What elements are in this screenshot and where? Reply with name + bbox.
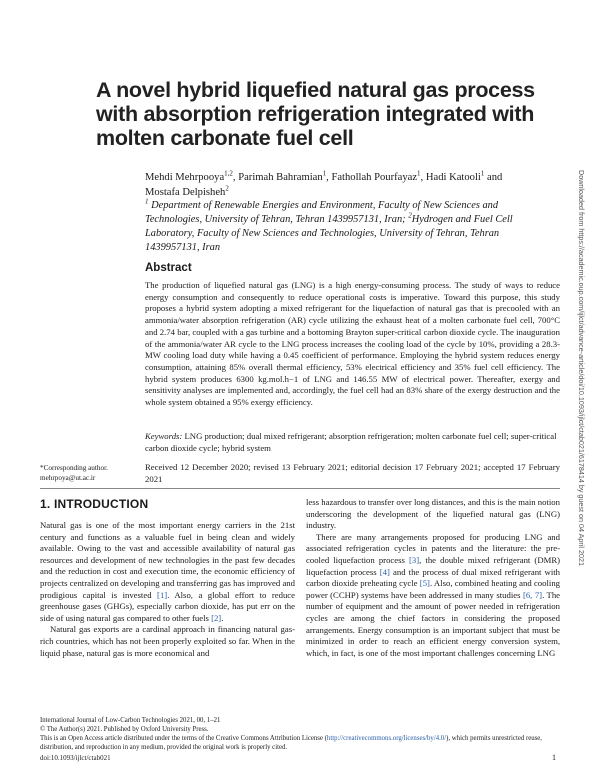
citation-link[interactable]: [3] — [409, 554, 420, 565]
keywords-label: Keywords: — [145, 431, 183, 441]
keywords — [145, 431, 560, 454]
download-watermark: Downloaded from https://academic.oup.com/ijlct/advance-article/doi/10.1093/ijlct/ctab021/6178414 by guest on 04 April 2021 — [577, 170, 586, 566]
paragraph: Natural gas exports are a cardinal approach in financing natural gas-rich countries, which has not been properly exploited so far. When in the liquid phase, natural gas is more economical and — [40, 624, 295, 658]
corresponding-email[interactable]: mehrpoya@ut.ac.ir — [40, 474, 96, 482]
paragraph-text: . The number of equipment and the amount of power needed in refrigeration cycles are among the chief factors in considering the proposed arrangements. Energy consumption is an important subject that must be minimized in order to reach an efficient energy conversion system, which, in fact, is one of the most important challenges concerning LNG — [306, 589, 561, 658]
paper-title: A novel hybrid liquefied natural gas process with absorption refrigeration integrated with molten carbonate fuel cell — [96, 78, 535, 150]
license-text: This is an Open Access article distributed under the terms of the Creative Commons Attribution License ( — [40, 735, 327, 742]
paragraph-text: . — [221, 612, 224, 623]
copyright: © The Author(s) 2021. Published by Oxford University Press. — [40, 726, 209, 733]
license-link[interactable]: http://creativecommons.org/licenses/by/4.0/ — [326, 735, 447, 742]
citation-link[interactable]: [5] — [419, 578, 430, 589]
paragraph-text: Natural gas is one of the most important energy carriers in the 21st century and functions as a valuable fuel in being clean and widely available. Owing to the vast and accessible availability of natural gas resources and development of new technologies in the past few decades and the reduction in cost and execution time, the economic efficiency of projects centralized on developing and transferring gas has improved and prodigious capital is invested — [40, 520, 295, 600]
author-name[interactable]: Fathollah Pourfayaz — [331, 172, 418, 183]
section-heading: 1. INTRODUCTION — [40, 497, 149, 511]
left-column — [40, 520, 295, 659]
author-name[interactable]: Hadi Katooli — [425, 172, 481, 183]
author-name[interactable]: Mehdi Mehrpooya — [145, 172, 225, 183]
abstract-text: The production of liquefied natural gas (LNG) is a high energy-consuming process. The study of ways to reduce energy consumption and consequently to reduce operational costs is imperative. Toward this purpose, this study proposes a hybrid system adopting a mixed refrigerant for the liquefaction of natural gas that is precooled with an ammonia/water absorption refrigeration (AR) cycle utilizing the exhaust heat of a molten carbonate fuel cell, 700°C and 2.74 bar, coupled with a gas turbine and a bottoming Brayton super-critical carbon dioxide cycle. The inauguration of the ammonia/water AR cycle to the LNG process increases the cooling load of the cycle by 10%, providing a 28.3-MW cooling load duty while having a 0.45 coefficient of performance. Employing the hybrid system reduces energy consumption, attaining 85% overall thermal efficiency, 53% electrical efficiency and 35% fuel cell efficiency. The hybrid system produces 6300 kg.mol.h−1 of LNG and 146.55 MW of electrical power. Thereafter, exergy and sensitivity analyses are implemented and, accordingly, the fuel cell had an 83% share of the exergy destruction and the whole system obtained a 95% exergy efficiency. — [145, 280, 560, 408]
citation-link[interactable]: [2] — [211, 612, 222, 623]
affil-sup: 1 — [145, 197, 149, 206]
page-number: 1 — [552, 753, 556, 762]
author-affil-sup: 2 — [225, 184, 229, 193]
journal-info: International Journal of Low-Carbon Technologies 2021, 00, 1–21 — [40, 717, 221, 724]
page-footer — [40, 716, 560, 752]
paragraph — [306, 532, 560, 660]
author-affil-sup: 1,2 — [224, 169, 233, 178]
affiliation-2: Hydrogen and Fuel Cell Laboratory, Faculty of New Sciences and Technologies, University of Tehran, Tehran 1439957131, Iran — [145, 214, 513, 253]
corresponding-label: *Corresponding author. — [40, 464, 108, 472]
keywords-text: LNG production; dual mixed refrigerant; absorption refrigeration; molten carbonate fuel cell; super-critical carbon dioxide cycle; hybrid system — [145, 431, 557, 453]
license-note — [40, 734, 560, 752]
section-divider — [40, 488, 560, 489]
doi[interactable]: doi:10.1093/ijlct/ctab021 — [40, 754, 111, 762]
citation-link[interactable]: [1] — [157, 589, 168, 600]
paragraph-text: . Also, a global effort to reduce greenhouse gases (GHGs), especially carbon dioxide, has put err on the side of using natural gas compared to other fuels — [40, 589, 296, 623]
affiliation-1: Department of Renewable Energies and Environment, Faculty of New Sciences and Technologies, University of Tehran, Tehran 1439957131, Iran; — [145, 200, 499, 225]
paragraph-text: and the process of dual mixed refrigerant with carbon dioxide preheating cycle — [306, 566, 560, 589]
license-text: ), which permits unrestricted reuse, distribution, and reproduction in any medium, provided the original work is properly cited. — [40, 735, 542, 751]
citation-link[interactable]: [4] — [379, 566, 390, 577]
author-affil-sup: 1 — [322, 169, 327, 178]
corresponding-author — [40, 463, 140, 483]
paragraph-text: There are many arrangements proposed for producing LNG and associated refrigeration cycles in patents and the literature: the pre-cooled liquefaction process — [306, 531, 560, 565]
affil-sup: 2 — [408, 211, 412, 220]
citation-link[interactable]: 7] — [534, 589, 543, 600]
author-name[interactable]: Mostafa Delpisheh — [145, 187, 226, 198]
paragraph-text: , the double mixed refrigerant (DMR) liquefaction process — [306, 554, 561, 577]
paragraph — [40, 520, 295, 624]
author-list: Mehdi Mehrpooya$^{1,2}$, Parimah Bahramian$^1$, Fathollah Pourfayaz$^1$, Hadi Katooli$^1$ and Mostafa Delpisheh$^2$ — [145, 169, 503, 198]
author-conjunction: and — [487, 172, 503, 183]
paragraph-text: . Also, combined heating and cooling power (CCHP) systems have been addressed in many studies — [306, 578, 561, 600]
abstract-heading: Abstract — [145, 262, 192, 274]
citation-link[interactable]: [6, — [522, 589, 533, 600]
affiliations — [145, 199, 555, 255]
paragraph: less hazardous to transfer over long distances, and this is the main notion underscoring the development of the liquefied natural gas (LNG) industry. — [306, 497, 560, 531]
received-dates: Received 12 December 2020; revised 13 February 2021; editorial decision 17 February 2021; accepted 17 February 2021 — [145, 462, 560, 484]
author-affil-sup: 1 — [480, 169, 485, 178]
author-name[interactable]: Parimah Bahramian — [238, 172, 323, 183]
right-column — [306, 497, 560, 659]
author-affil-sup: 1 — [417, 169, 421, 178]
